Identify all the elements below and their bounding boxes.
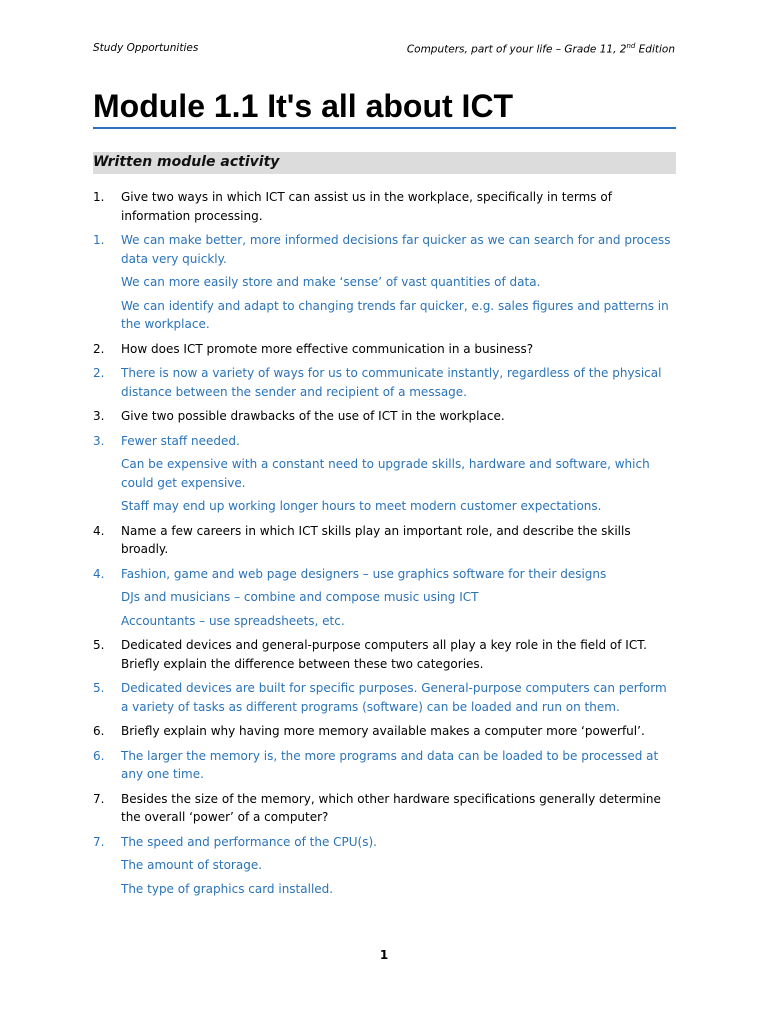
answer-body <box>121 432 676 516</box>
answer-number: 2. <box>93 366 105 380</box>
question-item <box>93 407 676 426</box>
answer-body <box>121 679 676 716</box>
question-item <box>93 522 676 559</box>
answer-text: DJs and musicians – combine and compose music using ICT <box>121 590 479 604</box>
answer-item <box>93 565 676 631</box>
answer-text: The larger the memory is, the more programs and data can be loaded to be processed at any one time. <box>121 748 659 781</box>
answer-text: We can make better, more informed decisions far quicker as we can search for and process data very quickly. <box>121 233 671 266</box>
question-number: 1. <box>93 190 105 204</box>
answer-text: Fashion, game and web page designers – use graphics software for their designs <box>121 566 607 581</box>
question-body <box>121 722 676 741</box>
answer-body <box>121 747 676 784</box>
section-heading-band <box>93 152 676 174</box>
question-text: Give two ways in which ICT can assist us in the workplace, specifically in terms of information processing. <box>121 190 612 223</box>
question-body <box>121 636 676 673</box>
header-right-main: Computers, part of your life – Grade 11, 2 <box>406 43 627 56</box>
answer-body <box>121 565 676 631</box>
answer-text: The type of graphics card installed. <box>121 881 334 896</box>
question-body <box>121 407 676 426</box>
question-number: 2. <box>93 341 105 356</box>
question-text: Name a few careers in which ICT skills play an important role, and describe the skills broadly. <box>121 523 631 556</box>
answer-text: Can be expensive with a constant need to upgrade skills, hardware and software, which could get expensive. <box>121 457 650 490</box>
answer-text: The speed and performance of the CPU(s). <box>121 834 377 849</box>
answer-item <box>93 679 676 716</box>
question-body <box>121 790 676 827</box>
page-number: 1 <box>379 948 389 962</box>
question-item <box>93 636 676 673</box>
answer-text: Fewer staff needed. <box>121 433 240 448</box>
answer-text: The amount of storage. <box>121 858 263 872</box>
answer-item <box>93 432 676 516</box>
answer-text: Accountants – use spreadsheets, etc. <box>121 613 345 628</box>
answer-number: 5. <box>93 681 105 695</box>
title-underline <box>93 127 676 129</box>
answer-number: 7. <box>93 834 105 849</box>
running-header-right <box>407 42 675 56</box>
answer-body <box>121 833 676 899</box>
question-answer-list <box>93 188 676 904</box>
question-number: 3. <box>93 409 105 423</box>
question-text: Dedicated devices and general-purpose computers all play a key role in the field of ICT. Briefly explain the difference between these two categories. <box>121 638 647 671</box>
question-text: Besides the size of the memory, which other hardware specifications generally determine the overall ‘power’ of a computer? <box>121 791 661 824</box>
question-number: 5. <box>93 638 105 652</box>
question-body <box>121 522 676 559</box>
page-title: Module 1.1 It's all about ICT <box>93 88 514 124</box>
section-heading: Written module activity <box>93 154 280 170</box>
header-right-superscript: nd <box>626 42 636 50</box>
answer-text: We can identify and adapt to changing trends far quicker, e.g. sales figures and patterns in the workplace. <box>121 298 669 331</box>
header-right-end: Edition <box>635 43 675 56</box>
question-text: How does ICT promote more effective communication in a business? <box>121 341 534 356</box>
answer-text: There is now a variety of ways for us to communicate instantly, regardless of the physical distance between the sender and recipient of a message. <box>121 366 662 399</box>
answer-text: Staff may end up working longer hours to meet modern customer expectations. <box>121 499 602 513</box>
answer-number: 3. <box>93 433 105 448</box>
question-text: Give two possible drawbacks of the use of ICT in the workplace. <box>121 409 505 423</box>
answer-number: 1. <box>93 233 105 247</box>
answer-item <box>93 833 676 899</box>
question-item <box>93 340 676 359</box>
question-number: 7. <box>93 791 105 806</box>
answer-number: 4. <box>93 566 105 581</box>
answer-body <box>121 364 676 401</box>
answer-text: We can more easily store and make ‘sense’ of vast quantities of data. <box>121 275 541 289</box>
question-item <box>93 722 676 741</box>
answer-item <box>93 747 676 784</box>
question-number: 4. <box>93 523 105 538</box>
answer-body <box>121 231 676 334</box>
answer-item <box>93 364 676 401</box>
answer-item <box>93 231 676 334</box>
question-body <box>121 188 676 225</box>
answer-text: Dedicated devices are built for specific purposes. General-purpose computers can perform a variety of tasks as different programs (software) can be loaded and run on them. <box>121 681 667 714</box>
running-header-left: Study Opportunities <box>93 42 199 54</box>
question-number: 6. <box>93 724 105 738</box>
question-item <box>93 790 676 827</box>
question-text: Briefly explain why having more memory available makes a computer more ‘powerful’. <box>121 724 645 738</box>
question-item <box>93 188 676 225</box>
question-body <box>121 340 676 359</box>
answer-number: 6. <box>93 748 105 763</box>
